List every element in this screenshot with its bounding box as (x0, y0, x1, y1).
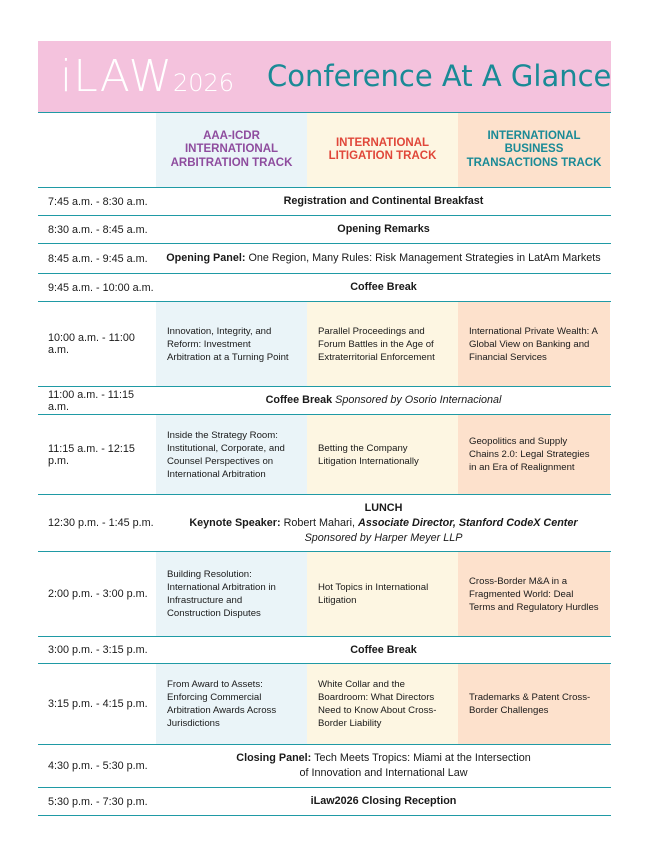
track-litigation-header: INTERNATIONAL LITIGATION TRACK (307, 113, 458, 187)
time-slot: 8:30 a.m. - 8:45 a.m. (48, 223, 148, 236)
arbitration-session: Building Resolution: International Arbitration in Infrastructure and Construction Disputes (156, 552, 307, 636)
track-header-row (38, 112, 611, 187)
session-title: Registration and Continental Breakfast (283, 195, 484, 207)
business-session: International Private Wealth: A Global View on Banking and Financial Services (458, 302, 610, 386)
session-title: Opening Remarks (337, 223, 430, 235)
session-title: One Region, Many Rules: Risk Management Strategies in LatAm Markets (245, 252, 601, 264)
plenary-session (156, 188, 611, 215)
arbitration-session: Inside the Strategy Room: Institutional, Corporate, and Counsel Perspectives on International Arbitration (156, 415, 307, 494)
business-session: Geopolitics and Supply Chains 2.0: Legal Strategies in an Era of Realignment (458, 415, 610, 494)
sponsor-note: Sponsored by Osorio Internacional (332, 394, 502, 406)
plenary-session (156, 637, 611, 663)
time-slot: 2:00 p.m. - 3:00 p.m. (48, 588, 148, 600)
schedule-row (38, 301, 611, 386)
schedule-row (38, 744, 611, 787)
track-business-header: INTERNATIONAL BUSINESS TRANSACTIONS TRACK (458, 113, 610, 187)
schedule-row (38, 494, 611, 551)
litigation-session: Parallel Proceedings and Forum Battles in the Age of Extraterritorial Enforcement (307, 302, 458, 386)
schedule-row (38, 243, 611, 273)
logo-year: 2026 (172, 69, 235, 97)
schedule-row (38, 386, 611, 414)
business-session: Cross-Border M&A in a Fragmented World: Deal Terms and Regulatory Hurdles (458, 552, 610, 636)
sponsor-note: Sponsored by Harper Meyer LLP (304, 531, 463, 544)
schedule-row (38, 414, 611, 494)
schedule-row (38, 215, 611, 243)
lunch-session (156, 495, 611, 551)
header-banner (38, 41, 611, 112)
arbitration-session: From Award to Assets: Enforcing Commercial Arbitration Awards Across Jurisdictions (156, 664, 307, 744)
session-title: Coffee Break (350, 643, 417, 656)
session-title: Coffee Break (350, 281, 417, 293)
schedule-row (38, 636, 611, 663)
time-slot: 5:30 p.m. - 7:30 p.m. (48, 795, 148, 808)
session-label: Opening Panel: (166, 252, 246, 264)
page-title: Conference At A Glance (267, 59, 612, 93)
schedule-row (38, 273, 611, 301)
litigation-session: Hot Topics in International Litigation (307, 552, 458, 636)
schedule-row (38, 663, 611, 744)
keynote-name: Robert Mahari, (280, 516, 359, 529)
time-slot: 11:00 a.m. - 11:15 a.m. (48, 388, 135, 413)
plenary-session (156, 788, 611, 815)
keynote-label: Keynote Speaker: (189, 516, 281, 529)
session-label: Closing Panel: (236, 752, 312, 764)
schedule-row (38, 551, 611, 636)
logo-main: iLAW (60, 51, 173, 102)
litigation-session: White Collar and the Boardroom: What Directors Need to Know About Cross-Border Liability (307, 664, 458, 744)
time-header-cell (38, 113, 156, 187)
time-slot: 12:30 p.m. - 1:45 p.m. (48, 517, 154, 529)
arbitration-session: Innovation, Integrity, and Reform: Investment Arbitration at a Turning Point (156, 302, 307, 386)
plenary-session (156, 745, 611, 787)
session-title-line2: of Innovation and International Law (299, 767, 468, 779)
litigation-session: Betting the Company Litigation Internationally (307, 415, 458, 494)
track-arbitration-header: AAA-ICDR INTERNATIONAL ARBITRATION TRACK (156, 113, 307, 187)
time-slot: 8:45 a.m. - 9:45 a.m. (48, 252, 148, 265)
schedule-row (38, 787, 611, 816)
time-slot: 3:00 p.m. - 3:15 p.m. (48, 644, 148, 656)
ilaw-logo (60, 51, 234, 102)
time-slot: 7:45 a.m. - 8:30 a.m. (48, 195, 148, 208)
lunch-title: LUNCH (364, 501, 403, 514)
session-title: Coffee Break (265, 394, 333, 406)
schedule-table (38, 112, 611, 816)
keynote-role: Associate Director, Stanford CodeX Center (358, 516, 578, 529)
time-slot: 10:00 a.m. - 11:00 a.m. (48, 332, 135, 356)
schedule-row (38, 187, 611, 215)
plenary-session (156, 244, 611, 273)
time-slot: 9:45 a.m. - 10:00 a.m. (48, 281, 154, 294)
session-title: iLaw2026 Closing Reception (310, 795, 457, 807)
session-title: Tech Meets Tropics: Miami at the Intersection (311, 752, 531, 764)
time-slot: 3:15 p.m. - 4:15 p.m. (48, 698, 148, 710)
plenary-session (156, 387, 611, 414)
plenary-session (156, 274, 611, 301)
time-slot: 11:15 a.m. - 12:15 p.m. (48, 442, 135, 467)
business-session: Trademarks & Patent Cross-Border Challenges (458, 664, 610, 744)
plenary-session (156, 216, 611, 243)
time-slot: 4:30 p.m. - 5:30 p.m. (48, 760, 148, 772)
